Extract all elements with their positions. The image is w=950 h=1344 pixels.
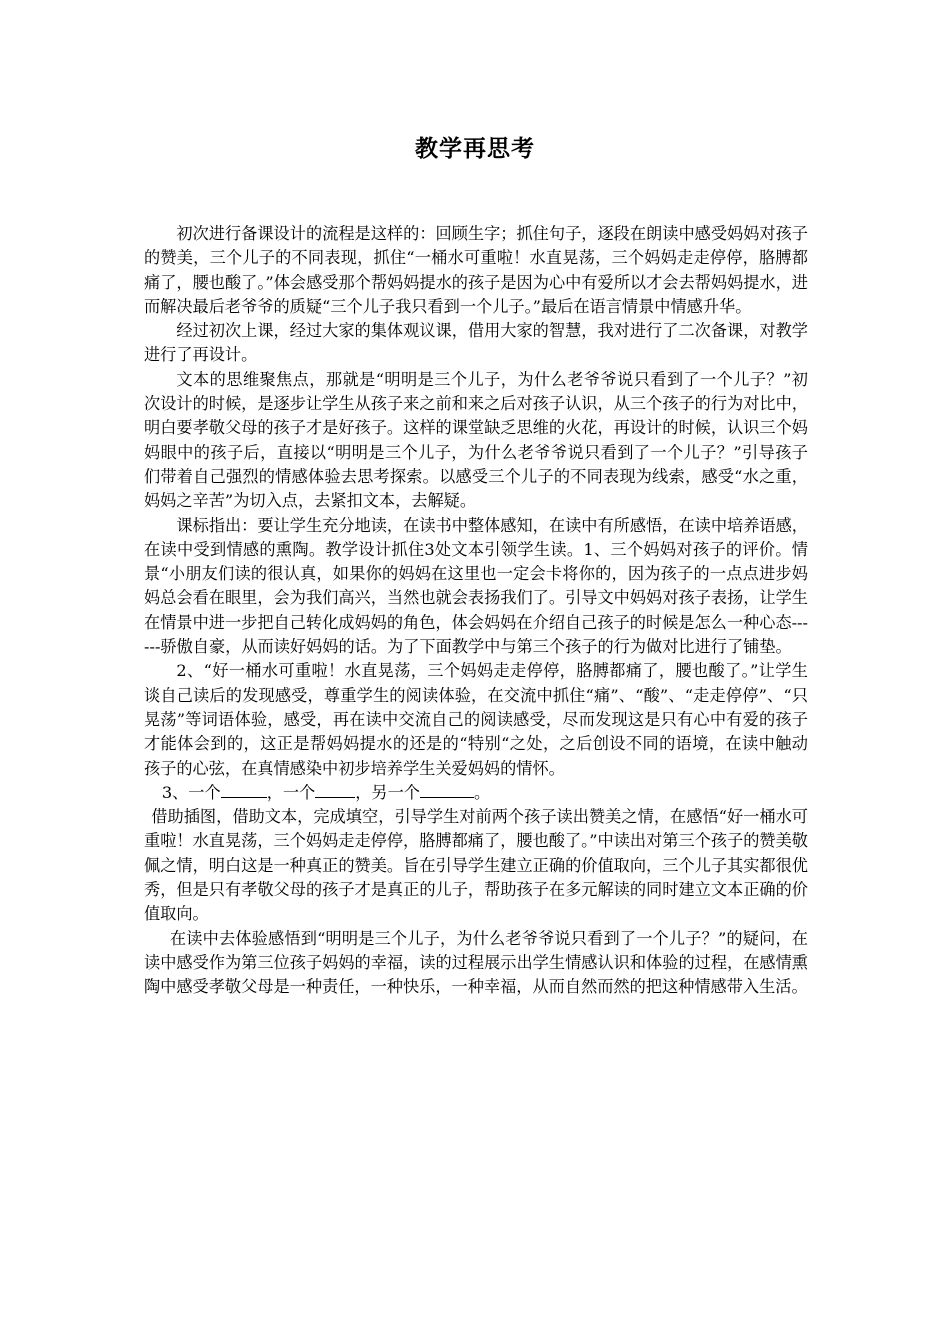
paragraph-4: 课标指出：要让学生充分地读，在读书中整体感知，在读中有所感悟，在读中培养语感，在读中受到情感的熏陶。教学设计抓住3处文本引领学生读。1、三个妈妈对孩子的评价。情景“小朋友们读的很认真，如果你的妈妈在这里也一定会卡将你的，因为孩子的一点点进步妈妈总会看在眼里，会为我们高兴，当然也就会表扬我们了。引导文中妈妈对孩子表扬，让学生在情景中进一步把自己转化成妈妈的角色，体会妈妈在介绍自己孩子的时候是怎么一种心态------骄傲自豪，从而读好妈妈的话。为了下面教学中与第三个孩子的行为做对比进行了铺垫。	[144, 515, 808, 657]
page-title: 教学再思考	[415, 136, 535, 162]
fill-mid-1: ，一个	[266, 782, 316, 802]
blank-3	[420, 783, 474, 798]
paragraph-6: 借助插图，借助文本，完成填空，引导学生对前两个孩子读出赞美之情，在感悟“好一桶水可重啦！水直晃荡，三个妈妈走走停停，胳膊都痛了，腰也酸了。”中读出对第三个孩子的赞美敬佩之情，明白这是一种真正的赞美。旨在引导学生建立正确的价值取向，三个儿子其实都很优秀，但是只有孝敬父母的孩子才是真正的儿子，帮助孩子在多元解读的同时建立文本正确的价值取向。	[144, 807, 808, 924]
paragraph-2: 经过初次上课，经过大家的集体观议课，借用大家的智慧，我对进行了二次备课，对教学进行了再设计。	[144, 321, 808, 365]
blank-2	[315, 783, 355, 798]
paragraph-1: 初次进行备课设计的流程是这样的：回顾生字；抓住句子，逐段在朗读中感受妈妈对孩子的赞美，三个儿子的不同表现，抓住“一桶水可重啦！水直晃荡，三个妈妈走走停停，胳膊都痛了，腰也酸了。”体会感受那个帮妈妈提水的孩子是因为心中有爱所以才会去帮妈妈提水，进而解决最后老爷爷的质疑“三个儿子我只看到一个儿子。”最后在语言情景中情感升华。	[144, 224, 808, 316]
fill-suffix: 。	[474, 782, 491, 802]
document-body	[144, 222, 808, 1000]
paragraph-7: 在读中去体验感悟到“明明是三个儿子，为什么老爷爷说只看到了一个儿子？”的疑问，在读中感受作为第三位孩子妈妈的幸福，读的过程展示出学生情感认识和体验的过程，在感情熏陶中感受孝敬父母是一种责任，一种快乐，一种幸福，从而自然而然的把这种情感带入生活。	[144, 928, 808, 997]
fill-prefix: 3、一个	[161, 782, 221, 802]
blank-1	[221, 783, 267, 798]
paragraph-5: 2、“好一桶水可重啦！水直晃荡，三个妈妈走走停停，胳膊都痛了，腰也酸了。”让学生谈自己读后的发现感受，尊重学生的阅读体验，在交流中抓住“痛”、“酸”、“走走停停”、“只晃荡”等词语体验，感受，再在读中交流自己的阅读感受，尽而发现这是只有心中有爱的孩子才能体会到的，这正是帮妈妈提水的还是的“特别“之处，之后创设不同的语境，在读中触动孩子的心弦，在真情感染中初步培养学生关爱妈妈的情怀。	[144, 661, 808, 778]
fill-mid-2: ，另一个	[355, 782, 420, 802]
fill-in-blank-line	[144, 781, 808, 805]
paragraph-3: 文本的思维聚焦点，那就是“明明是三个儿子，为什么老爷爷说只看到了一个儿子？”初次设计的时候，是逐步让学生从孩子来之前和来之后对孩子认识，从三个孩子的行为对比中，明白要孝敬父母的孩子才是好孩子。这样的课堂缺乏思维的火花，再设计的时候，认识三个妈妈眼中的孩子后，直接以“明明是三个儿子，为什么老爷爷说只看到了一个儿子？”引导孩子们带着自己强烈的情感体验去思考探索。以感受三个儿子的不同表现为线索，感受“水之重，妈妈之辛苦”为切入点，去紧扣文本，去解疑。	[144, 369, 808, 511]
